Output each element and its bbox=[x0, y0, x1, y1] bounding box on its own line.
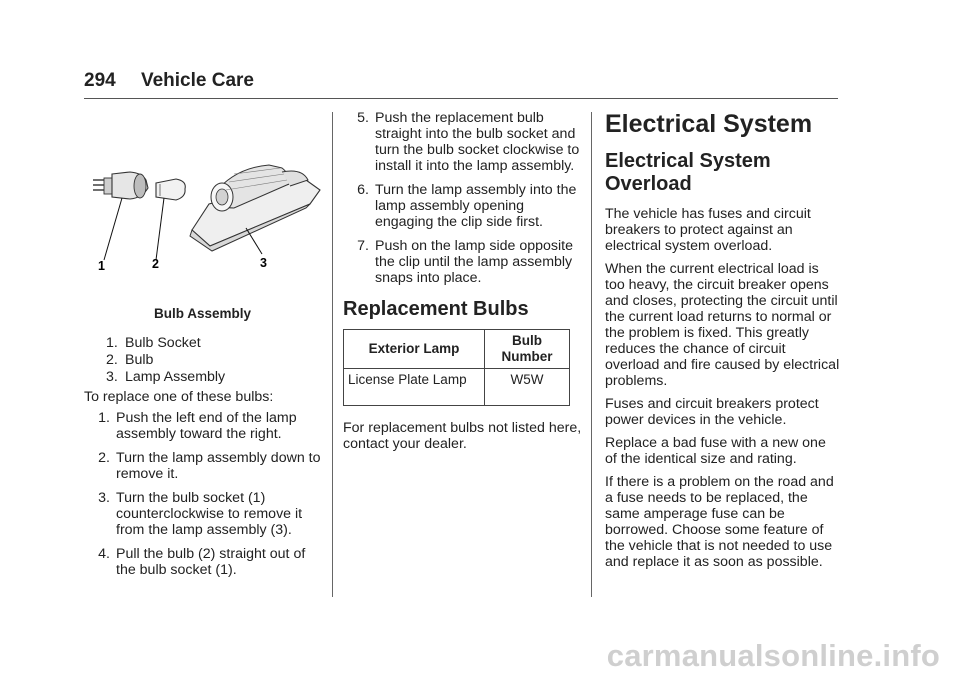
table-row bbox=[344, 369, 570, 406]
steps-list-part1 bbox=[84, 410, 324, 578]
table-header-row bbox=[344, 330, 570, 369]
lamp-assembly-drawing bbox=[190, 165, 320, 251]
legend-item: 3. Lamp Assembly bbox=[106, 369, 226, 385]
legend-item: 2. Bulb bbox=[106, 352, 154, 368]
column-1 bbox=[84, 335, 324, 586]
electrical-system-heading: Electrical System bbox=[605, 110, 813, 138]
page-number: 294 bbox=[84, 70, 116, 91]
paragraph: Fuses and circuit breakers protect power devices in the vehicle. bbox=[605, 396, 819, 428]
overload-subheading: Electrical System Overload bbox=[605, 150, 771, 195]
legend-item: 1. Bulb Socket bbox=[106, 335, 201, 351]
step-3: 3. Turn the bulb socket (1) counterclockwise to remove it from the lamp assembly (3). bbox=[98, 490, 303, 538]
step-1: 1. Push the left end of the lamp assembly toward the right. bbox=[98, 410, 297, 442]
callout-3: 3 bbox=[260, 256, 267, 270]
step-5: 5. Push the replacement bulb straight into the bulb socket and turn the bulb socket clockwise to install it into the lamp assembly. bbox=[357, 110, 580, 174]
bulb-assembly-illustration bbox=[84, 150, 324, 280]
header-bulb-number: Bulb Number bbox=[485, 330, 570, 369]
column-2 bbox=[343, 110, 583, 459]
intro-text: To replace one of these bulbs: bbox=[84, 389, 274, 405]
step-6: 6. Turn the lamp assembly into the lamp assembly opening engaging the clip side first. bbox=[357, 182, 577, 230]
steps-list-part2 bbox=[343, 110, 583, 286]
paragraph: Replace a bad fuse with a new one of the identical size and rating. bbox=[605, 435, 826, 467]
bulb-drawing bbox=[156, 179, 185, 200]
replacement-bulbs-table bbox=[343, 329, 570, 406]
figure-caption: Bulb Assembly bbox=[153, 306, 252, 321]
callout-1: 1 bbox=[98, 259, 105, 273]
step-4: 4. Pull the bulb (2) straight out of the bulb socket (1). bbox=[98, 546, 306, 578]
paragraph: When the current electrical load is too heavy, the circuit breaker opens and closes, protecting the circuit until the current load returns to normal or the problem is fixed. This greatly reduces the chance of circuit overload and fire caused by electrical problems. bbox=[605, 261, 840, 389]
step-7: 7. Push on the lamp side opposite the clip until the lamp assembly snaps into place. bbox=[357, 238, 573, 286]
replacement-note: For replacement bulbs not listed here, contact your dealer. bbox=[343, 420, 582, 452]
column-3 bbox=[605, 110, 840, 577]
callout-2: 2 bbox=[152, 257, 159, 271]
column-divider-2 bbox=[591, 112, 592, 597]
section-title: Vehicle Care bbox=[140, 70, 255, 91]
figure-legend bbox=[106, 335, 324, 385]
header-rule bbox=[84, 98, 838, 99]
step-2: 2. Turn the lamp assembly down to remove it. bbox=[98, 450, 321, 482]
cell-bulb: W5W bbox=[485, 369, 570, 406]
bulb-socket-drawing bbox=[93, 172, 148, 199]
watermark: carmanualsonline.info bbox=[606, 638, 940, 673]
header-exterior-lamp: Exterior Lamp bbox=[344, 330, 485, 369]
cell-lamp: License Plate Lamp bbox=[344, 369, 485, 406]
paragraph: The vehicle has fuses and circuit breakers to protect against an electrical system overload. bbox=[605, 206, 811, 254]
replacement-bulbs-heading: Replacement Bulbs bbox=[343, 298, 529, 320]
column-divider-1 bbox=[332, 112, 333, 597]
paragraph: If there is a problem on the road and a fuse needs to be replaced, the same amperage fuse can be borrowed. Choose some feature of the vehicle that is not needed to use and replace it as soon as possible. bbox=[605, 474, 834, 570]
page-header bbox=[84, 70, 254, 92]
